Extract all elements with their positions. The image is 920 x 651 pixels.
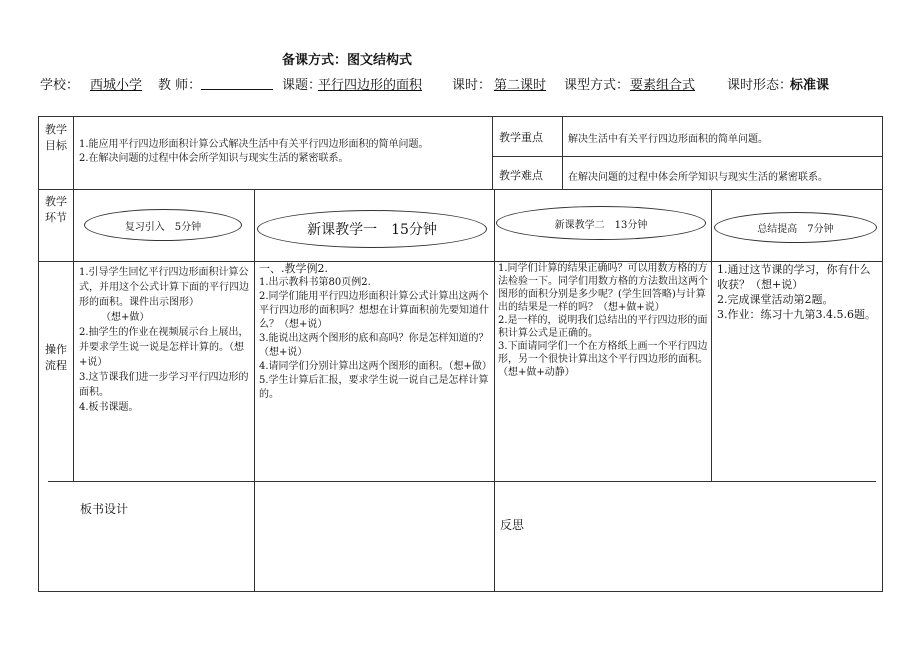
process-step: 5.学生计算后汇报，要求学生说一说自己是怎样计算的。 <box>259 375 489 400</box>
process-col-review <box>79 265 249 415</box>
period-value: 第二课时 <box>494 78 547 93</box>
table-border-bottom <box>38 591 883 592</box>
process-step: 2.完成课堂活动第2题。 <box>717 293 834 306</box>
type-value: 要素组合式 <box>630 78 696 93</box>
process-step: 1.通过这节课的学习，你有什么收获？（想+说） <box>717 263 871 291</box>
process-col-summary <box>717 262 877 322</box>
board-design-label: 板书设计 <box>80 502 129 516</box>
period-label: 课时： <box>452 78 492 93</box>
stage-summary-oval: 总结提高 7分钟 <box>714 212 877 243</box>
process-step: 1.出示教科书第80页例2. <box>259 277 371 288</box>
topic-value: 平行四边形的面积 <box>318 78 423 93</box>
reflection-label: 反思 <box>500 518 525 532</box>
school-label: 学校： <box>40 78 80 93</box>
process-step: 2.抽学生的作业在视频展示台上展出，并要求学生说一说是怎样计算的。（想+说） <box>79 327 249 368</box>
goals-label: 教学目标 <box>45 123 67 152</box>
form-value: 标准课 <box>790 78 830 93</box>
teacher-blank <box>201 75 273 90</box>
process-label: 操作流程 <box>45 343 67 372</box>
goals-divider <box>492 116 493 189</box>
school-value: 西城小学 <box>90 78 143 93</box>
stages-label: 教学环节 <box>45 195 67 224</box>
col-divider-2 <box>494 189 495 592</box>
form-label: 课时形态： <box>727 78 793 93</box>
process-step: 4.请同学们分别计算出这两个图形的面积。（想+做） <box>259 361 492 372</box>
stage-new-lesson-2-oval: 新课教学二 13分钟 <box>496 206 706 240</box>
label-col-divider <box>73 116 74 481</box>
key-text: 解决生活中有关平行四边形面积的简单问题。 <box>568 134 768 145</box>
process-step: 2.同学们能用平行四边形面积计算公式计算出这两个平行四边形的面积吗？想想在计算面积前先要知道什么？（想+说） <box>259 291 489 330</box>
process-col-new-lesson-1 <box>259 262 490 402</box>
process-col-new-lesson-2 <box>498 262 708 379</box>
topic-label: 课题： <box>282 78 322 93</box>
teacher-label: 教 师： <box>158 78 202 93</box>
process-step: 1.引导学生回忆平行四边形面积计算公式，并用这个公式计算下面的平行四边形的面积。课件出示图形） <box>79 267 249 308</box>
process-step: 3.能说出这两个图形的底和高吗？你是怎样知道的？（想+说） <box>259 333 489 358</box>
key-row-divider <box>492 156 882 157</box>
stage-new-lesson-1-oval: 新课教学一 15分钟 <box>257 210 487 248</box>
process-step: 一、.教学例2. <box>259 262 328 275</box>
goal-item: 1.能应用平行四边形面积计算公式解决生活中有关平行四边形面积的简单问题。 <box>79 139 429 150</box>
col-divider-3 <box>711 189 712 481</box>
goals-text <box>79 138 489 166</box>
key-label-divider <box>562 116 563 189</box>
process-step: （想+做） <box>101 312 150 323</box>
table-border-right <box>882 116 883 592</box>
process-step: 3.下面请同学们一个在方格纸上画一个平行四边形，另一个很快计算出这个平行四边形的面积。（想+做+动静） <box>498 341 708 378</box>
difficulty-label: 教学难点 <box>499 169 543 182</box>
goal-item: 2.在解决问题的过程中体会所学知识与现实生活的紧密联系。 <box>79 153 349 164</box>
table-border-left <box>38 116 39 592</box>
table-border-top <box>38 116 883 117</box>
page-title: 备课方式：图文结构式 <box>282 53 413 68</box>
type-label: 课型方式： <box>564 78 630 93</box>
stage-review-oval: 复习引入 5分钟 <box>84 209 242 241</box>
process-step: 1.同学们计算的结果正确吗？可以用数方格的方法检验一下。同学们用数方格的方法数出这两个图形的面积分别是多少呢？(学生回答略)与计算出的结果是一样的吗？（想+做+说） <box>498 263 708 313</box>
process-step: 3.这节课我们进一步学习平行四边形的面积。 <box>79 372 249 398</box>
process-step: 4.板书课题。 <box>79 402 139 413</box>
goals-row-bottom <box>38 189 883 190</box>
process-step: 3.作业：练习十九第3.4.5.6题。 <box>717 308 876 321</box>
col-divider-1 <box>254 189 255 592</box>
process-step: 2.是一样的，说明我们总结出的平行四边形的面积计算公式是正确的。 <box>498 315 708 339</box>
process-row-bottom <box>48 481 876 482</box>
key-label: 教学重点 <box>499 131 543 144</box>
difficulty-text: 在解决问题的过程中体会所学知识与现实生活的紧密联系。 <box>568 172 828 183</box>
